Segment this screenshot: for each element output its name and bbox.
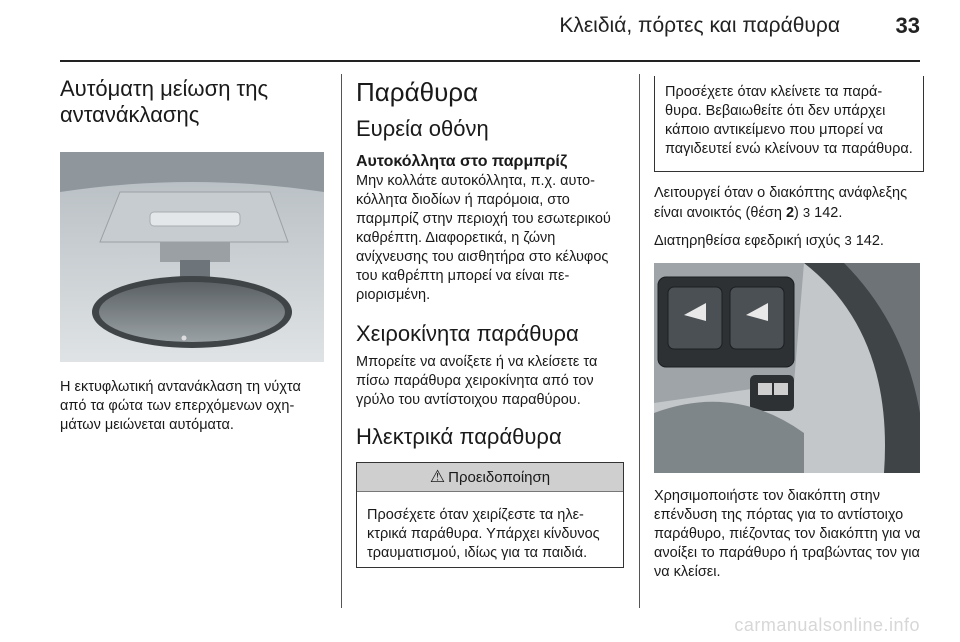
page-ref-icon-2: 3 xyxy=(844,233,852,248)
mirror-photo xyxy=(60,152,324,362)
auto-dimming-caption: Η εκτυφλωτική αντανάκλαση τη νύχτα από τα φώτα των επερχόμενων οχημάτων μειώνεται αυτόματα. xyxy=(60,379,301,433)
warning-label: Προειδοποίηση xyxy=(448,468,551,486)
ignition-note-text: Λειτουργεί όταν ο διακόπτης ανάφλεξης είναι ανοικτός (θέση xyxy=(654,185,908,221)
ignition-page-ref[interactable]: 142. xyxy=(814,205,843,221)
header-title: Κλειδιά, πόρτες και παράθυρα xyxy=(559,14,840,37)
switch-usage-text: Χρησιμοποιήστε τον διακόπτη στην επένδυση της πόρτας για το αντίστοιχο παράθυρο, πιέζοντας τον διακόπτη για να ανοίξει το παράθυρο ή τραβώντας τον για να κλείσει. xyxy=(654,488,921,580)
windows-title: Παράθυρα xyxy=(356,77,479,107)
window-switch-photo xyxy=(654,263,920,473)
page-ref-icon: 3 xyxy=(802,205,811,220)
column-divider-2 xyxy=(639,74,640,608)
windscreen-stickers-text: Μην κολλάτε αυτοκόλλητα, π.χ. αυτοκόλλητα διοδίων ή παρόμοια, στο παρμπρίζ στην περιοχή του εσωτερικού καθρέπτη. Διαφορετικά, η ζώνη ανίχνευσης του αισθητήρα στο κέλυφος του καθρέπτη μπορεί να είναι περιορισμένη. xyxy=(356,173,611,303)
ignition-note xyxy=(654,184,924,223)
power-windows-title: Ηλεκτρικά παράθυρα xyxy=(356,424,562,449)
caution-box xyxy=(654,76,924,172)
windscreen-title: Ευρεία οθόνη xyxy=(356,116,489,141)
watermark: carmanualsonline.info xyxy=(734,615,920,635)
warning-header xyxy=(357,462,623,492)
ignition-position: 2 xyxy=(785,205,795,221)
manual-windows-title: Χειροκίνητα παράθυρα xyxy=(356,321,579,346)
auto-dimming-title: Αυτόματη μείωση της αντανάκλασης xyxy=(60,76,269,127)
column-left xyxy=(60,76,326,435)
column-right xyxy=(654,76,924,582)
warning-box xyxy=(356,462,624,568)
rearview-mirror-illustration xyxy=(60,152,324,362)
warning-triangle-icon: ⚠ xyxy=(429,467,446,486)
windscreen-stickers-title: Αυτοκόλλητα στο παρμπρίζ xyxy=(356,153,568,170)
retained-power-text: Διατηρηθείσα εφεδρική ισχύς xyxy=(654,233,845,249)
column-divider-1 xyxy=(341,74,342,608)
ignition-note-close: ) xyxy=(794,205,803,221)
retained-power-page-ref[interactable]: 142. xyxy=(855,233,884,249)
warning-text: Προσέχετε όταν χειρίζεστε τα ηλεκτρικά παράθυρα. Υπάρχει κίνδυνος τραυματισμού, ιδίως για τα παιδιά. xyxy=(367,507,600,561)
manual-windows-text: Μπορείτε να ανοίξετε ή να κλείσετε τα πίσω παράθυρα χειροκίνητα από τον γρύλο του αντίστοιχου παραθύρου. xyxy=(356,354,598,408)
column-middle xyxy=(356,76,624,568)
caution-text: Προσέχετε όταν κλείνετε τα παράθυρα. Βεβαιωθείτε ότι δεν υπάρχει κάποιο αντικείμενο που μπορεί να παγιδευτεί ενώ κλείνουν τα παράθυρα. xyxy=(665,84,913,157)
window-switch-illustration xyxy=(654,263,920,473)
warning-body xyxy=(357,492,623,567)
retained-power-note xyxy=(654,231,924,251)
header-rule xyxy=(60,60,920,62)
page-number: 33 xyxy=(895,13,920,38)
